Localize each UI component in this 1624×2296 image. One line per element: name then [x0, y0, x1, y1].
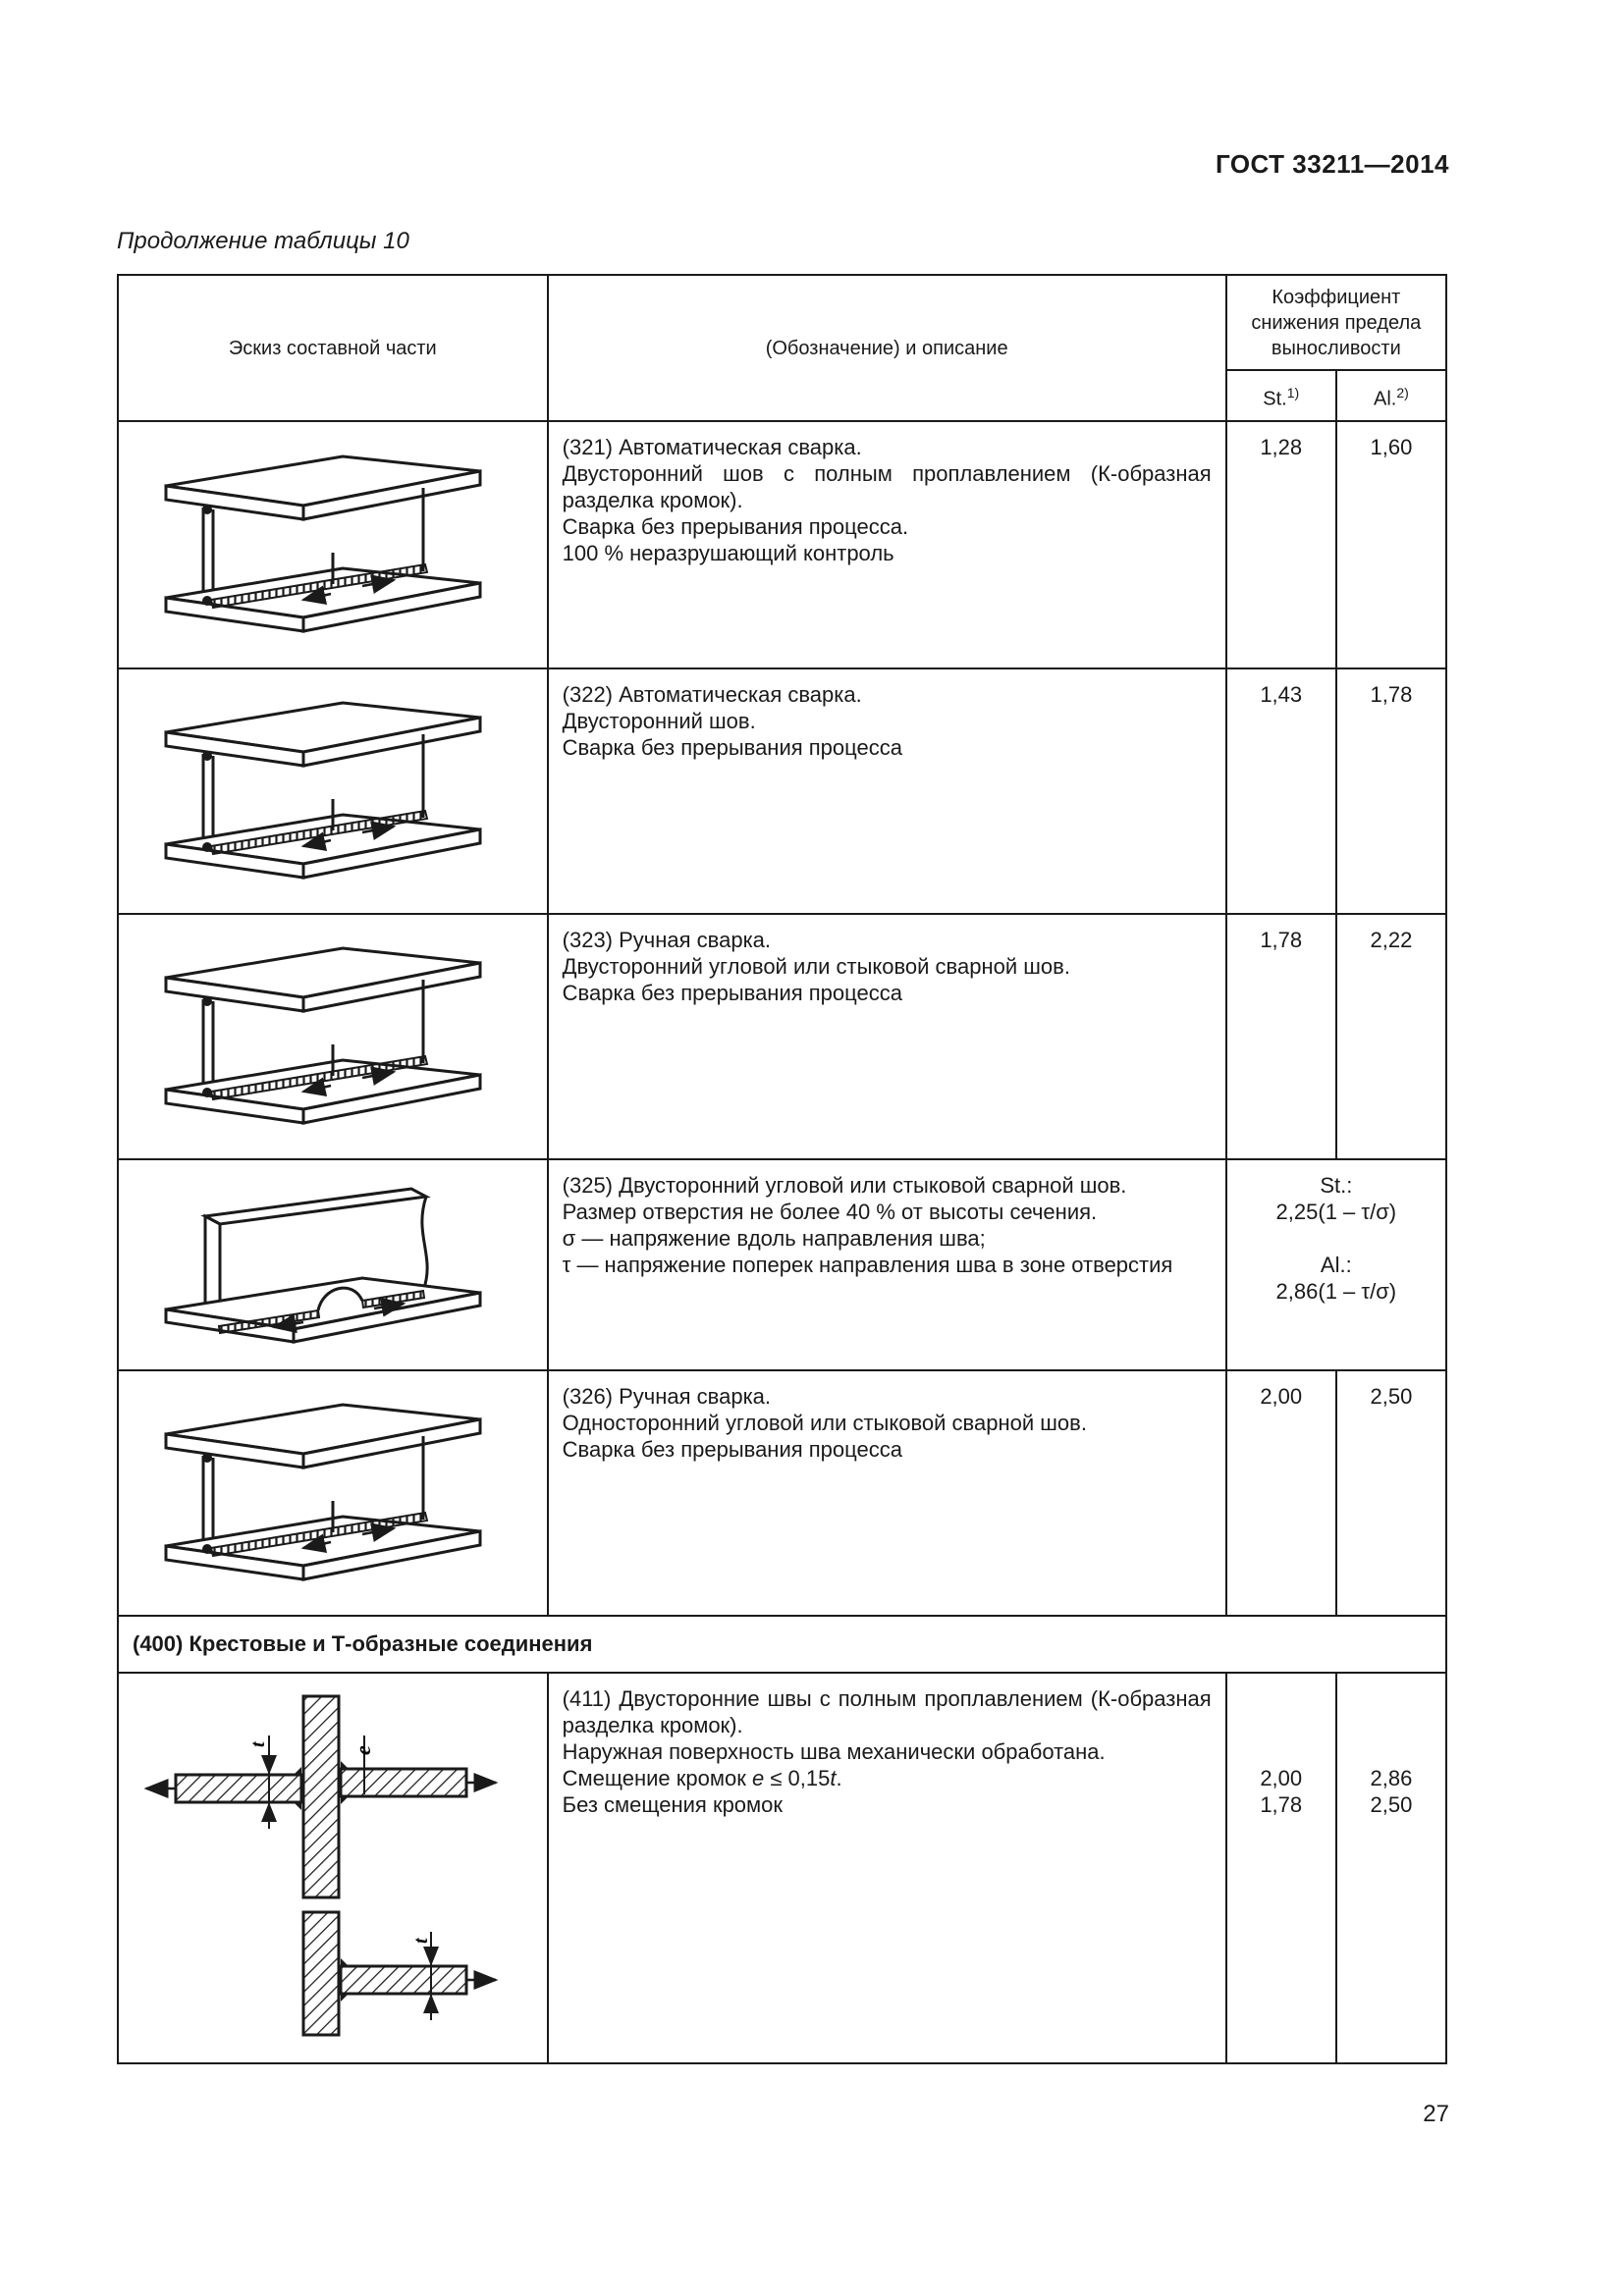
label-e: e [350, 1745, 375, 1755]
description-line: Сварка без прерывания процесса [562, 735, 902, 760]
header-st [1226, 370, 1336, 421]
text-fragment: ≤ 0,15 [764, 1766, 831, 1790]
coef-al-label: Al.: [1320, 1253, 1352, 1277]
label-t: t [246, 1741, 269, 1747]
description-cell [548, 1159, 1226, 1370]
page-number: 27 [1423, 2101, 1449, 2127]
text-fragment: . [836, 1766, 842, 1790]
table-continuation-label: Продолжение таблицы 10 [117, 228, 409, 254]
description-cell [548, 668, 1226, 914]
header-al [1336, 370, 1446, 421]
text-fragment: Смещение кромок [562, 1766, 752, 1790]
description-line: Размер отверстия не более 40 % от высоты сечения. [562, 1200, 1098, 1224]
description-cell [548, 1370, 1226, 1616]
description-line: (411) Двусторонние швы с полным проплавлением (К-образная разделка кромок). [562, 1686, 1212, 1737]
beam-weld-sketch [156, 447, 510, 643]
coef-al-cell [1336, 1673, 1446, 2063]
header-al-note: 2) [1396, 384, 1409, 400]
coef-al: 1,60 [1336, 421, 1446, 668]
sketch-cell [118, 1370, 548, 1616]
table-row [118, 1159, 1446, 1370]
coef-st: 1,28 [1226, 421, 1336, 668]
coef-al: 2,50 [1370, 1792, 1413, 1817]
table-row [118, 668, 1446, 914]
sketch-cell [118, 1159, 548, 1370]
coef-al: 2,86 [1370, 1766, 1413, 1790]
description-line: (326) Ручная сварка. [562, 1384, 772, 1409]
description-line: (321) Автоматическая сварка. [562, 435, 862, 459]
coef-al: 1,78 [1336, 668, 1446, 914]
description-line: Двусторонний угловой или стыковой сварной шов. [562, 954, 1070, 979]
sketch-cell [118, 668, 548, 914]
header-description: (Обозначение) и описание [548, 275, 1226, 421]
header-al-label: Al. [1374, 388, 1397, 410]
table-row [118, 421, 1446, 668]
coef-al: 2,50 [1336, 1370, 1446, 1616]
description-line: 100 % неразрушающий контроль [562, 541, 894, 565]
description-line: Двусторонний шов. [562, 709, 756, 733]
header-st-label: St. [1263, 388, 1287, 410]
text-fragment: t [830, 1766, 837, 1790]
description-line: Без смещения кромок [562, 1792, 784, 1817]
coef-st: 1,78 [1260, 1792, 1303, 1817]
cross-t-joint-sketch [136, 1686, 529, 2050]
table-row [118, 1673, 1446, 2063]
description-cell [548, 1673, 1226, 2063]
description-line: Наружная поверхность шва механически обработана. [562, 1739, 1106, 1764]
sketch-cell [118, 914, 548, 1159]
label-t: t [409, 1938, 432, 1944]
section-title: (400) Крестовые и Т-образные соединения [118, 1616, 1446, 1673]
description-line: Двусторонний шов с полным проплавлением (К-образная разделка кромок). [562, 461, 1212, 512]
sketch-cell [118, 1673, 548, 2063]
text-fragment: e [751, 1766, 765, 1790]
description-line: (322) Автоматическая сварка. [562, 682, 862, 707]
sketch-cell [118, 421, 548, 668]
description-line [563, 1765, 1212, 1791]
coef-st: 2,00 [1260, 1766, 1303, 1790]
fatigue-coefficient-table [117, 274, 1447, 2064]
header-st-note: 1) [1286, 384, 1300, 400]
description-line: (323) Ручная сварка. [562, 928, 772, 952]
description-line: Односторонний угловой или стыковой сварной шов. [562, 1411, 1087, 1435]
coef-st: 1,43 [1226, 668, 1336, 914]
coef-st-label: St.: [1320, 1173, 1353, 1198]
description-line: τ — напряжение поперек направления шва в зоне отверстия [562, 1253, 1173, 1277]
beam-weld-sketch [156, 1395, 510, 1591]
description-cell [548, 421, 1226, 668]
description-line: Сварка без прерывания процесса. [562, 514, 909, 539]
header-coefficient: Коэффициент снижения предела выносливости [1226, 275, 1446, 370]
description-cell [548, 914, 1226, 1159]
description-line: (325) Двусторонний угловой или стыковой сварной шов. [562, 1173, 1127, 1198]
description-line: Сварка без прерывания процесса [562, 1437, 902, 1462]
document-code: ГОСТ 33211—2014 [1215, 149, 1449, 179]
description-line: Сварка без прерывания процесса [562, 981, 902, 1005]
beam-weld-sketch [156, 938, 510, 1135]
coef-st-cell [1226, 1673, 1336, 2063]
coef-al-formula: 2,86(1 – τ/σ) [1275, 1279, 1397, 1304]
table-row [118, 1370, 1446, 1616]
coef-formula-cell [1226, 1159, 1446, 1370]
table-row [118, 914, 1446, 1159]
coef-st-formula: 2,25(1 – τ/σ) [1275, 1200, 1397, 1224]
description-line: σ — напряжение вдоль направления шва; [562, 1226, 986, 1251]
header-sketch: Эскиз составной части [118, 275, 548, 421]
section-row [118, 1616, 1446, 1673]
coef-al: 2,22 [1336, 914, 1446, 1159]
coef-st: 1,78 [1226, 914, 1336, 1159]
web-hole-weld-sketch [156, 1177, 510, 1354]
beam-weld-sketch [156, 693, 510, 889]
coef-st: 2,00 [1226, 1370, 1336, 1616]
